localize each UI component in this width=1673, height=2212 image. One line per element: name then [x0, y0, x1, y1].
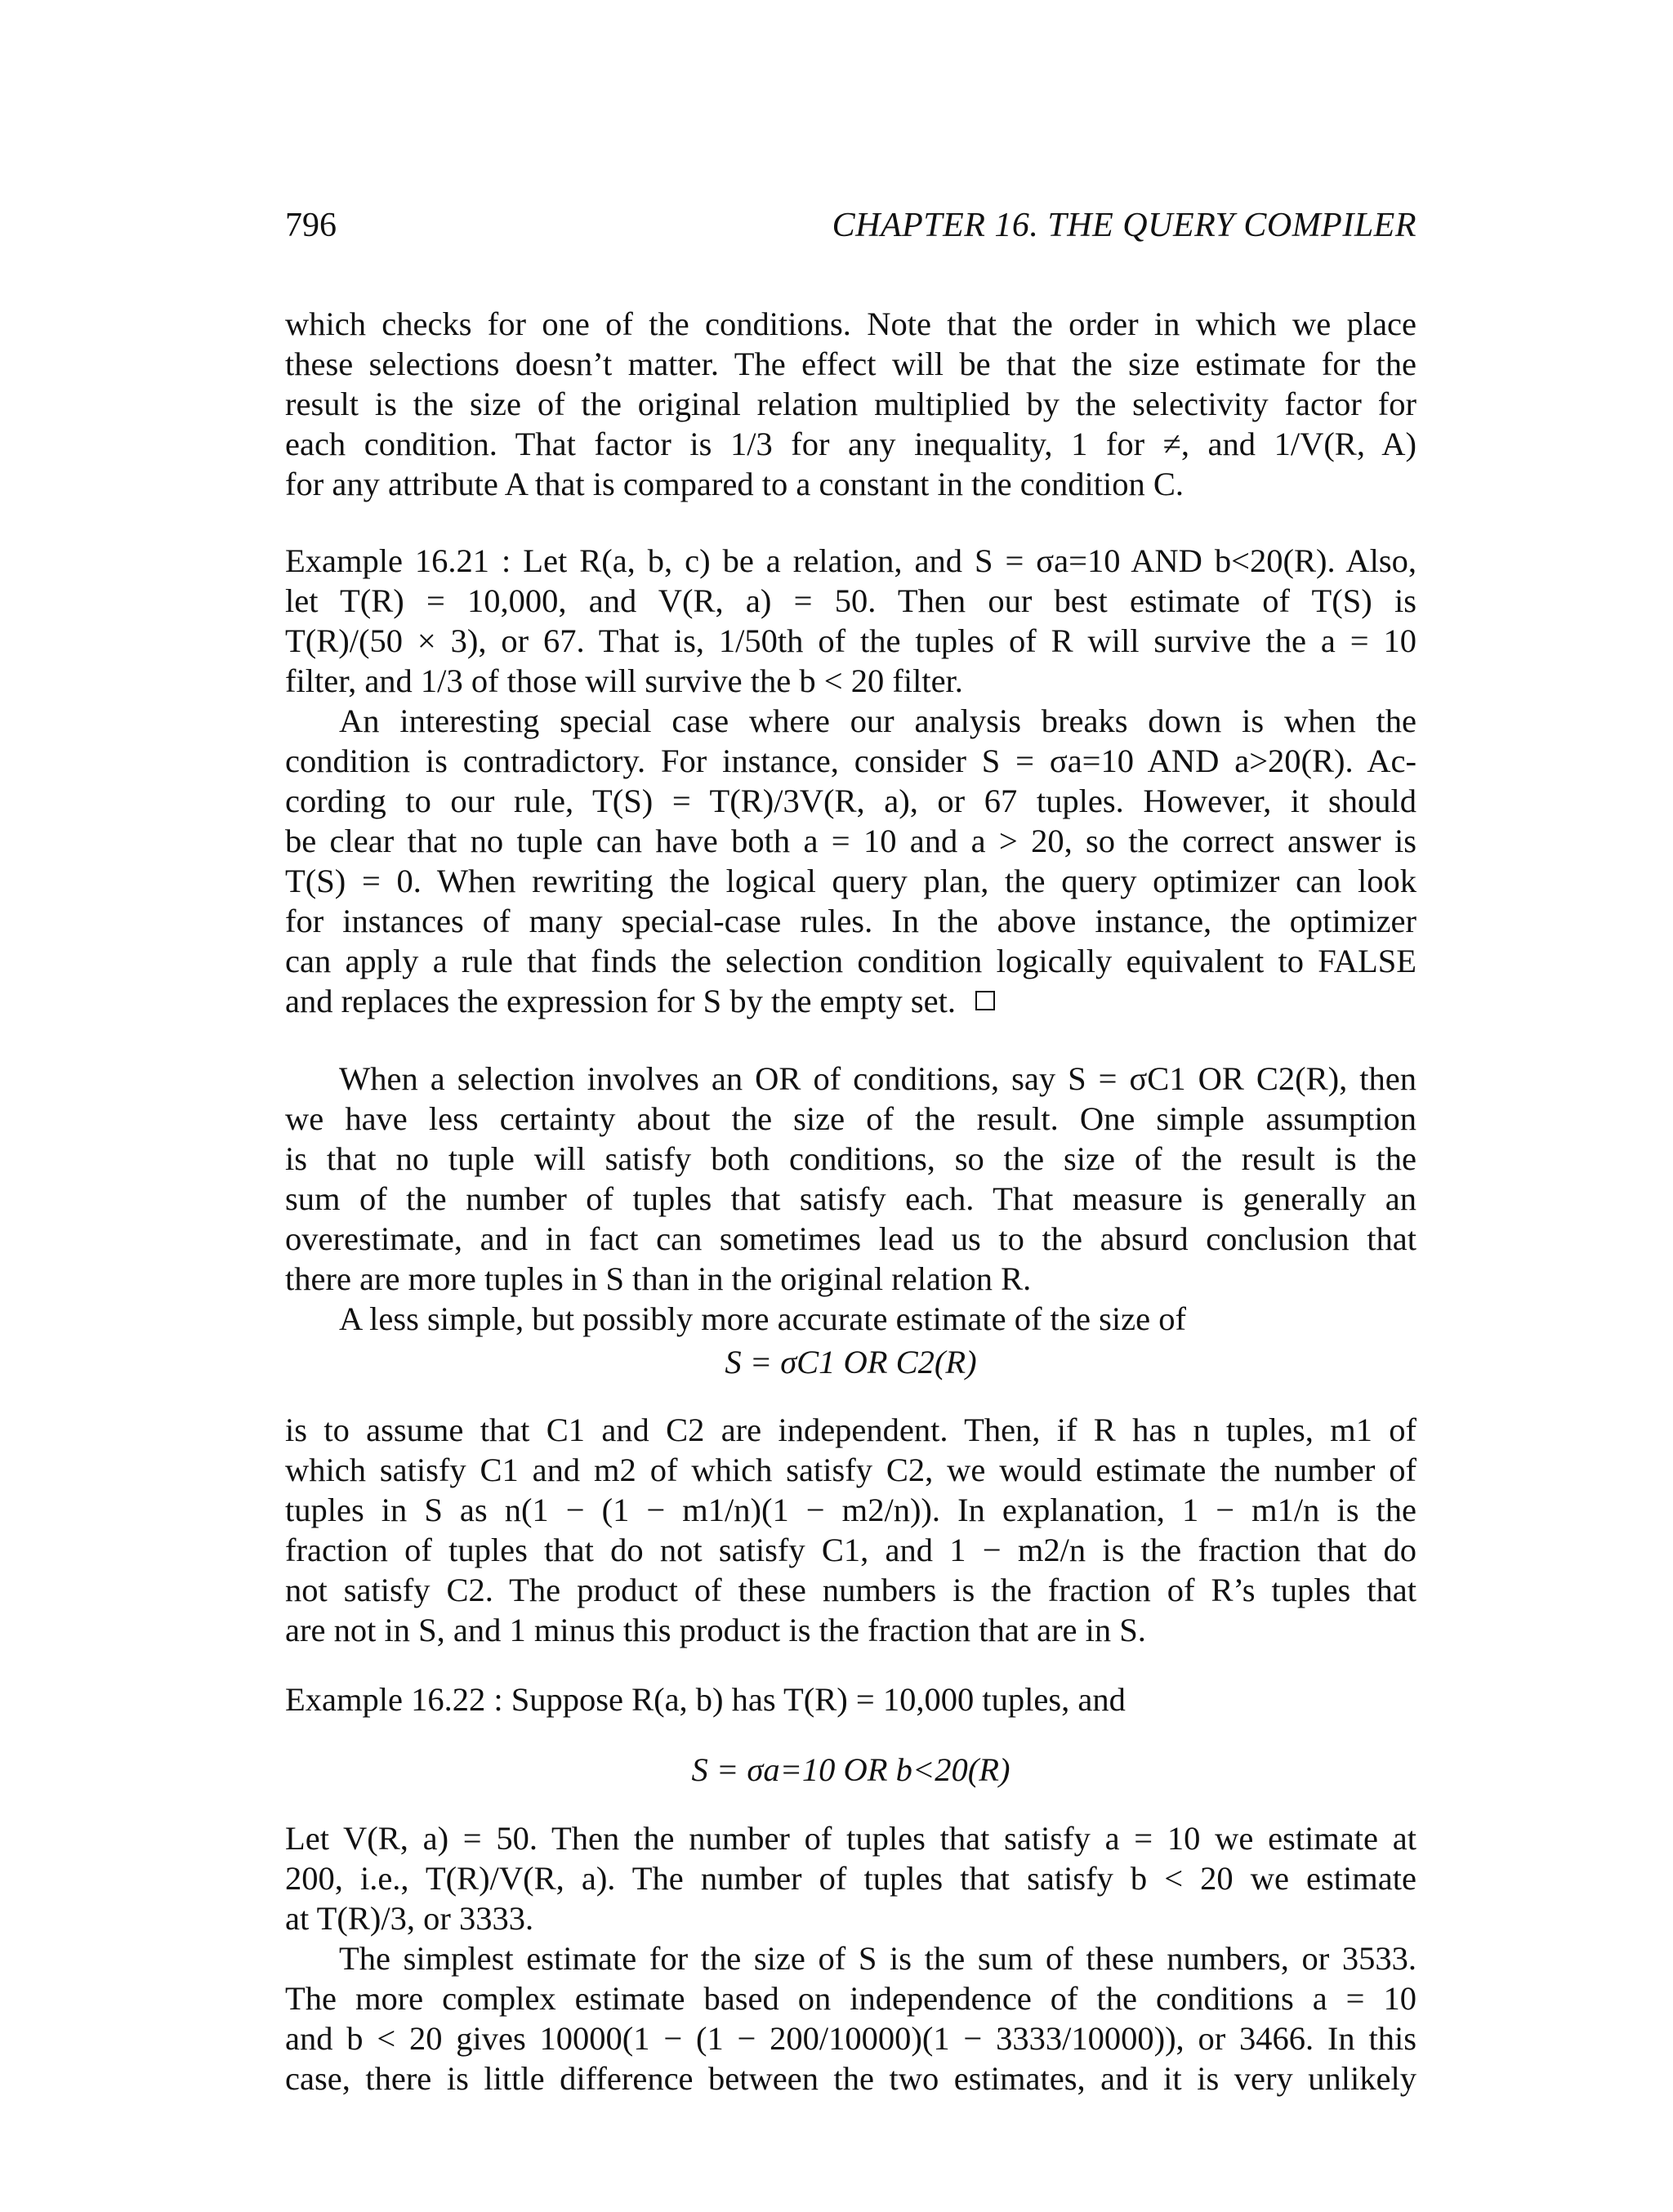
text-line: is to assume that C1 and C2 are independent. Then, if R has n tuples, m1 of	[285, 1411, 1416, 1448]
text-line: sum of the number of tuples that satisfy each. That measure is generally an	[285, 1180, 1416, 1217]
text-line: and b < 20 gives 10000(1 − (1 − 200/10000)(1 − 3333/10000)), or 3466. In this	[285, 2020, 1416, 2057]
text-line-content: and replaces the expression for S by the empty set.	[285, 983, 957, 1019]
text-line: is that no tuple will satisfy both conditions, so the size of the result is the	[285, 1140, 1416, 1177]
text-line: result is the size of the original relation multiplied by the selectivity factor for	[285, 386, 1416, 422]
text-line: filter, and 1/3 of those will survive the b < 20 filter.	[285, 662, 963, 699]
text-line: case, there is little difference between the two estimates, and it is very unlikely	[285, 2060, 1416, 2097]
text-line: there are more tuples in S than in the original relation R.	[285, 1260, 1032, 1297]
running-header: CHAPTER 16. THE QUERY COMPILER	[832, 207, 1416, 244]
text-line: tuples in S as n(1 − (1 − m1/n)(1 − m2/n)). In explanation, 1 − m1/n is the	[285, 1492, 1416, 1528]
text-line: each condition. That factor is 1/3 for any inequality, 1 for ≠, and 1/V(R, A)	[285, 426, 1416, 462]
example-16-21-heading-line: Example 16.21 : Let R(a, b, c) be a relation, and S = σa=10 AND b<20(R). Also,	[285, 542, 1416, 579]
text-line: can apply a rule that finds the selection condition logically equivalent to FALSE	[285, 943, 1416, 979]
text-line: T(R)/(50 × 3), or 67. That is, 1/50th of the tuples of R will survive the a = 10	[285, 622, 1416, 659]
text-line: A less simple, but possibly more accurate estimate of the size of	[339, 1300, 1186, 1337]
text-line: condition is contradictory. For instance, consider S = σa=10 AND a>20(R). Ac-	[285, 743, 1416, 779]
text-line: overestimate, and in fact can sometimes lead us to the absurd conclusion that	[285, 1220, 1416, 1257]
text-line: are not in S, and 1 minus this product is the fraction that are in S.	[285, 1612, 1146, 1648]
display-equation: S = σC1 OR C2(R)	[725, 1344, 977, 1380]
text-line: be clear that no tuple can have both a = 10 and a > 20, so the correct answer is	[285, 823, 1416, 859]
text-line: which checks for one of the conditions. Note that the order in which we place	[285, 305, 1416, 342]
text-line: for instances of many special-case rules. In the above instance, the optimizer	[285, 903, 1416, 939]
text-line: T(S) = 0. When rewriting the logical query plan, the query optimizer can look	[285, 863, 1416, 899]
text-line: 200, i.e., T(R)/V(R, a). The number of tuples that satisfy b < 20 we estimate	[285, 1860, 1416, 1897]
page-number: 796	[285, 207, 337, 244]
text-line	[285, 981, 1416, 1021]
text-line: When a selection involves an OR of conditions, say S = σC1 OR C2(R), then	[339, 1060, 1416, 1097]
text-line: fraction of tuples that do not satisfy C1, and 1 − m2/n is the fraction that do	[285, 1532, 1416, 1568]
example-16-22-heading-line: Example 16.22 : Suppose R(a, b) has T(R) = 10,000 tuples, and	[285, 1681, 1126, 1718]
text-line: we have less certainty about the size of the result. One simple assumption	[285, 1100, 1416, 1137]
text-line: which satisfy C1 and m2 of which satisfy C2, we would estimate the number of	[285, 1452, 1416, 1488]
text-line: The more complex estimate based on independence of the conditions a = 10	[285, 1980, 1416, 2017]
text-line: not satisfy C2. The product of these numbers is the fraction of R’s tuples that	[285, 1572, 1416, 1608]
text-line: The simplest estimate for the size of S is the sum of these numbers, or 3533.	[339, 1940, 1416, 1977]
text-line: at T(R)/3, or 3333.	[285, 1900, 534, 1937]
text-line: Let V(R, a) = 50. Then the number of tuples that satisfy a = 10 we estimate at	[285, 1820, 1416, 1857]
text-line: cording to our rule, T(S) = T(R)/3V(R, a), or 67 tuples. However, it should	[285, 783, 1416, 819]
text-line: these selections doesn’t matter. The effect will be that the size estimate for the	[285, 346, 1416, 382]
end-of-example-icon	[975, 991, 995, 1010]
text-line: An interesting special case where our analysis breaks down is when the	[339, 702, 1416, 739]
display-equation: S = σa=10 OR b<20(R)	[691, 1751, 1010, 1788]
text-line: for any attribute A that is compared to a constant in the condition C.	[285, 466, 1184, 502]
text-line: let T(R) = 10,000, and V(R, a) = 50. Then our best estimate of T(S) is	[285, 582, 1416, 619]
